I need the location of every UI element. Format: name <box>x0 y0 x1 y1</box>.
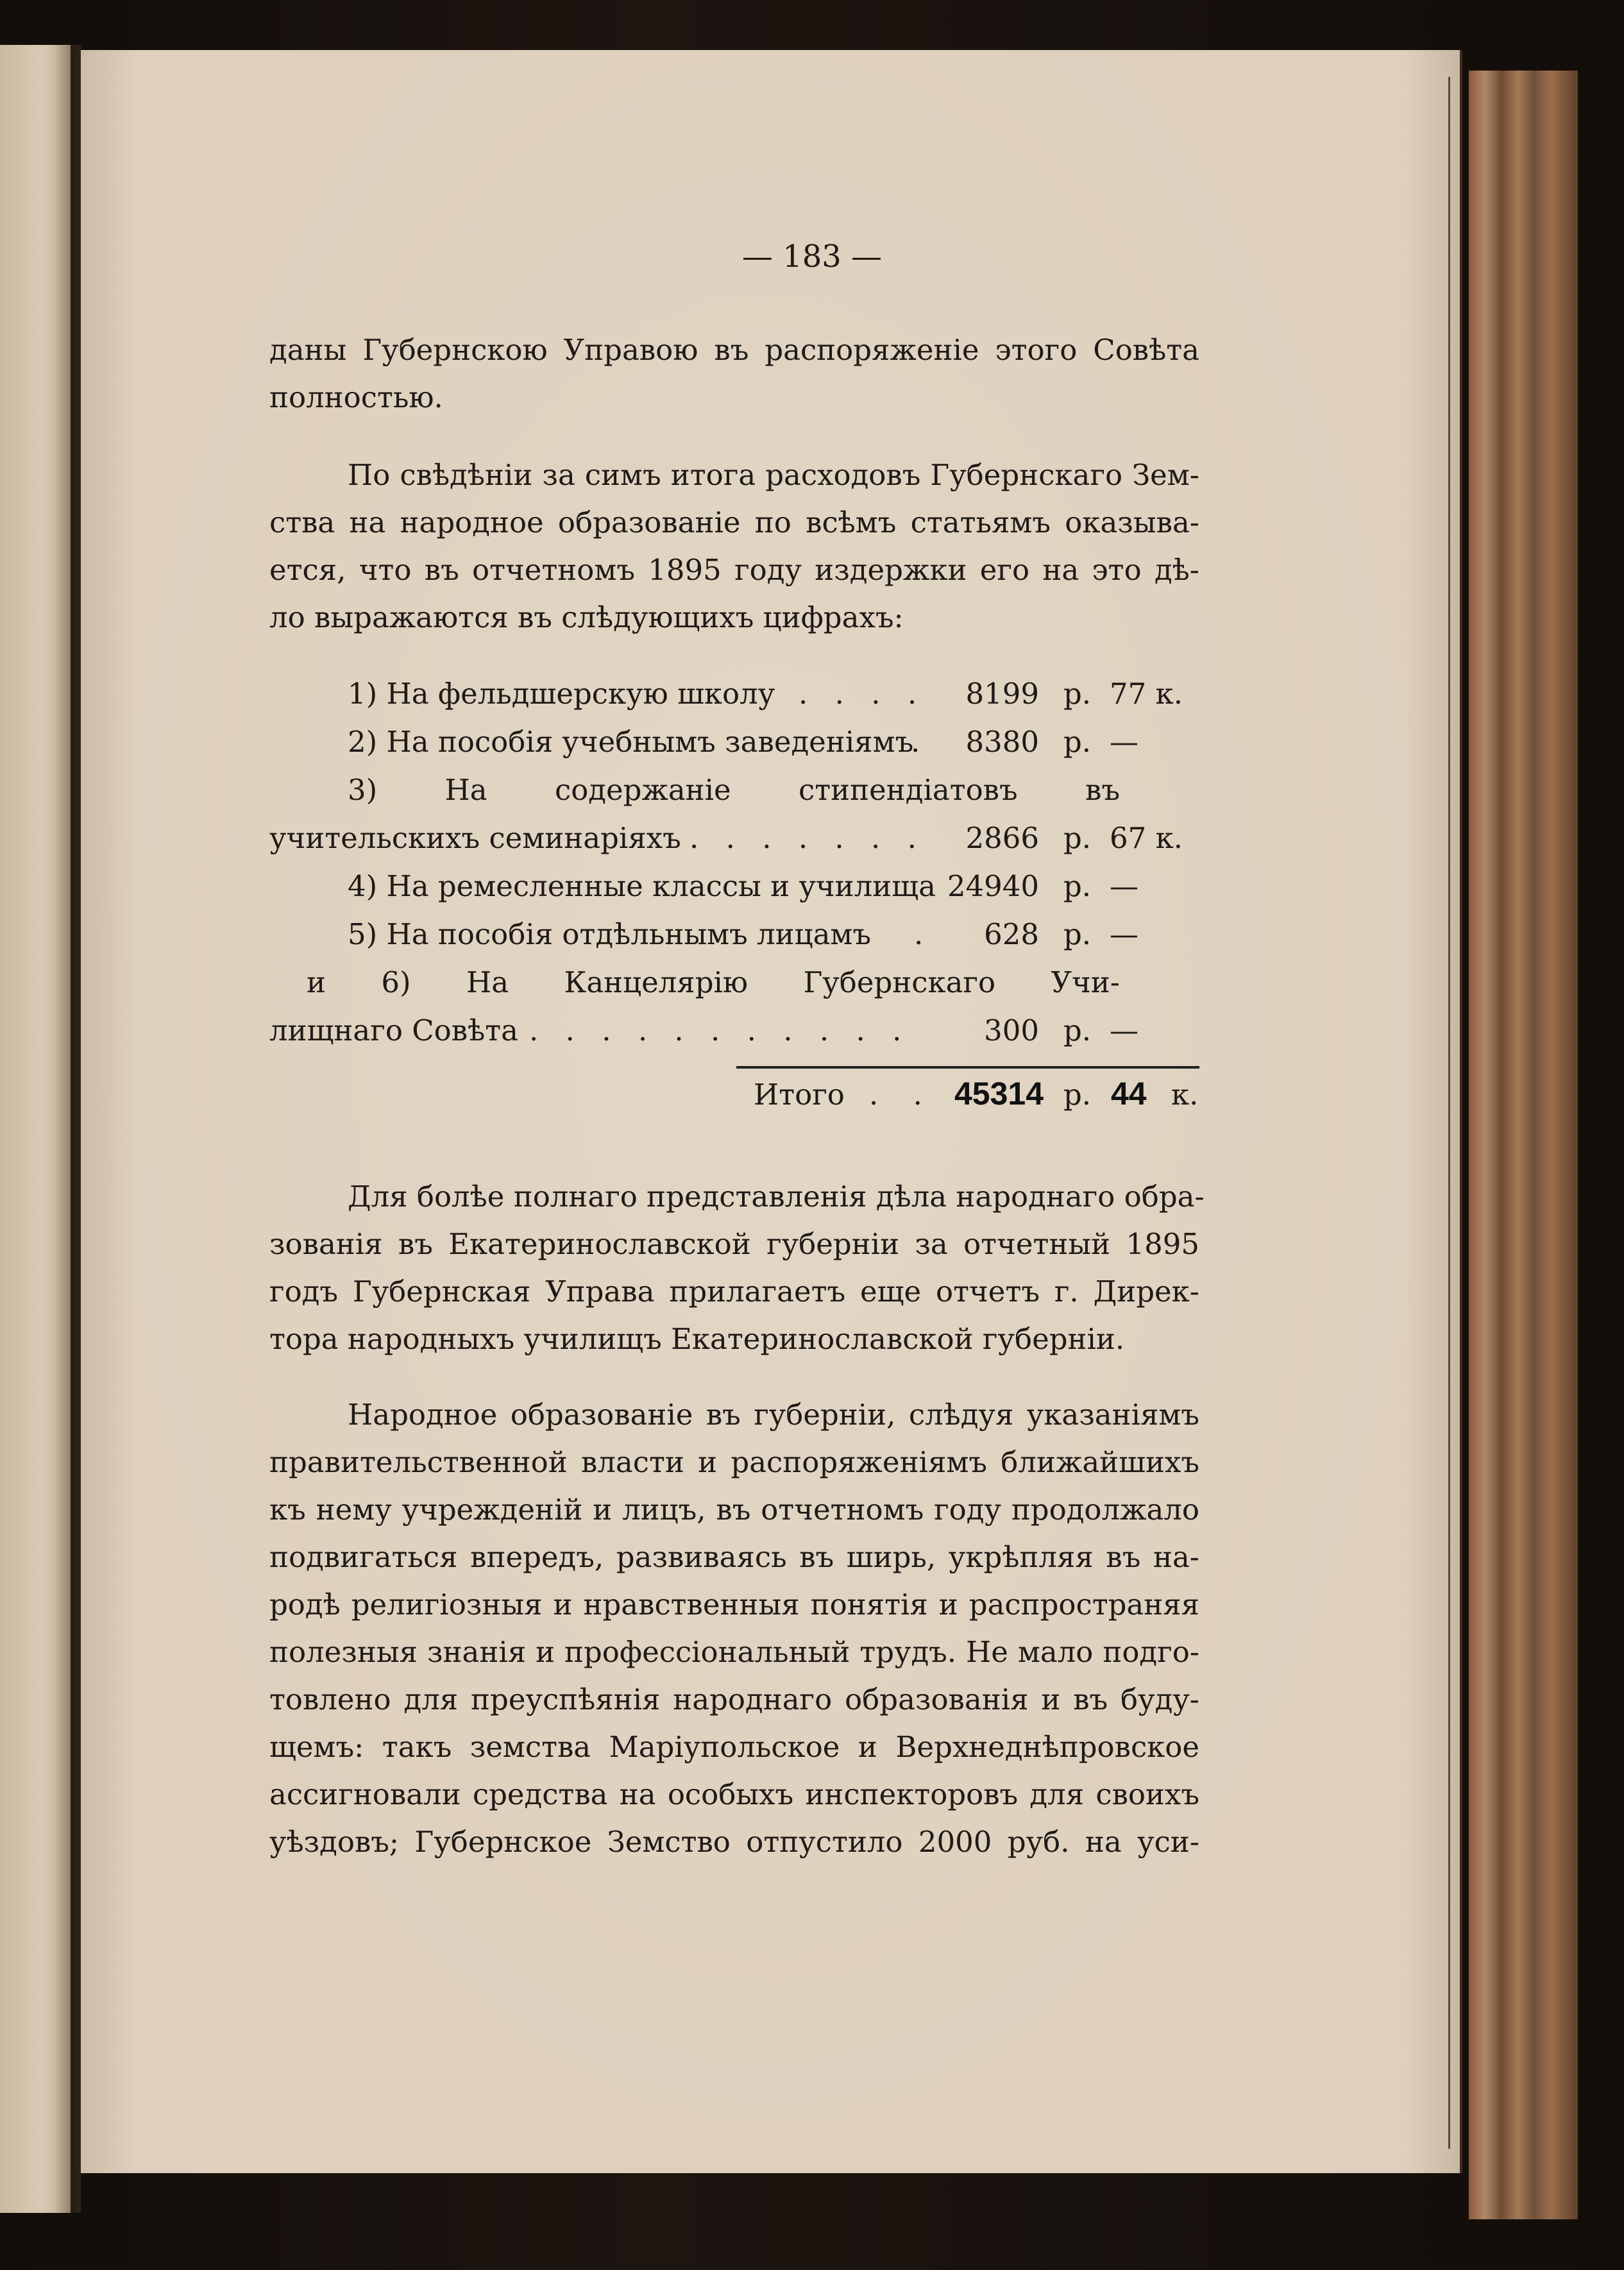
leader-dots: . . . . . . . . . . . <box>529 1013 911 1047</box>
expense-amount: 8199 <box>965 677 1039 711</box>
paragraph4-line: подвигаться впередъ, развиваясь въ ширь, укрѣпляя въ на- <box>269 1540 1199 1574</box>
page-number: — 183 — <box>741 239 883 275</box>
leader-dots: . . . . <box>799 677 926 711</box>
expense-kop: 67 к. <box>1110 821 1183 855</box>
expense-amount: 24940 <box>947 869 1039 903</box>
paragraph2-line: По свѣдѣніи за симъ итога расходовъ Губернскаго Зем- <box>348 458 1199 492</box>
expense-label: лищнаго Совѣта <box>269 1013 518 1047</box>
expense-label: 2) На пособія учебнымъ заведеніямъ <box>348 725 914 759</box>
total-rule <box>736 1066 1199 1069</box>
paragraph3-line: тора народныхъ училищъ Екатеринославской губерніи. <box>269 1322 1125 1356</box>
expense-label: и 6) На Канцелярію Губернскаго Учи- <box>307 965 1120 999</box>
page-edge-line <box>1448 77 1450 2149</box>
expense-row <box>269 1013 1199 1060</box>
total-amount: 45314 <box>954 1076 1044 1112</box>
expense-rub: р. <box>1063 821 1092 855</box>
expense-row <box>269 725 1199 771</box>
paragraph4-line: уѣздовъ; Губернское Земство отпустило 2000 руб. на уси- <box>269 1825 1199 1859</box>
paragraph2-line: ло выражаются въ слѣдующихъ цифрахъ: <box>269 600 904 634</box>
expense-amount: 2866 <box>965 821 1039 855</box>
paragraph2-line: ства на народное образованіе по всѣмъ статьямъ оказыва- <box>269 505 1199 539</box>
expense-rub: р. <box>1063 917 1092 951</box>
leader-dots: . <box>914 917 933 951</box>
expense-row <box>269 869 1199 915</box>
expense-label: 1) На фельдшерскую школу <box>348 677 775 711</box>
expense-row <box>269 917 1199 963</box>
expense-amount: 300 <box>984 1013 1039 1047</box>
paragraph4-line: родѣ религіозныя и нравственныя понятія и распространяя <box>269 1588 1199 1622</box>
expense-rub: р. <box>1063 677 1092 711</box>
expense-row <box>269 965 1199 1012</box>
expense-rub: р. <box>1063 869 1092 903</box>
paragraph4-line: Народное образованіе въ губерніи, слѣдуя указаніямъ <box>348 1398 1199 1432</box>
expense-kop: 77 к. <box>1110 677 1183 711</box>
paragraph1-line: полностью. <box>269 380 443 414</box>
leader-dots: . <box>911 725 929 759</box>
paragraph4-line: полезныя знанія и профессіональный трудъ. Не мало подго- <box>269 1635 1199 1669</box>
paragraph4-line: щемъ: такъ земства Маріупольское и Верхнеднѣпровское <box>269 1730 1199 1764</box>
expense-amount: 628 <box>984 917 1039 951</box>
expense-kop: — <box>1110 725 1138 759</box>
total-label: Итого <box>754 1078 845 1112</box>
paragraph3-line: годъ Губернская Управа прилагаетъ еще отчетъ г. Дирек- <box>269 1275 1199 1309</box>
expense-row <box>269 821 1199 867</box>
expense-kop: — <box>1110 1013 1138 1047</box>
book-page-edges <box>1469 71 1578 2219</box>
total-dots: . . <box>869 1078 935 1112</box>
expense-label: 4) На ремесленные классы и училища <box>348 869 936 903</box>
expense-label: 3) На содержаніе стипендіатовъ въ <box>348 773 1120 807</box>
paragraph1-line: даны Губернскою Управою въ распоряженіе этого Совѣта <box>269 333 1199 367</box>
paragraph4-line: правительственной власти и распоряженіямъ ближайшихъ <box>269 1445 1199 1479</box>
expense-label: учительскихъ семинаріяхъ <box>269 821 681 855</box>
leader-dots: . . . . . . . <box>689 821 926 855</box>
gutter-shadow <box>55 45 81 2213</box>
total-kop: к. <box>1171 1078 1199 1112</box>
expense-row <box>269 773 1199 819</box>
expense-rub: р. <box>1063 1013 1092 1047</box>
expense-row <box>269 677 1199 723</box>
expense-rub: р. <box>1063 725 1092 759</box>
paragraph4-line: ассигновали средства на особыхъ инспекторовъ для своихъ <box>269 1777 1199 1811</box>
expense-amount: 8380 <box>965 725 1039 759</box>
expense-kop: — <box>1110 869 1138 903</box>
expense-label: 5) На пособія отдѣльнымъ лицамъ <box>348 917 872 951</box>
paragraph3-line: зованія въ Екатеринославской губерніи за отчетный 1895 <box>269 1227 1199 1261</box>
paragraph4-line: къ нему учрежденій и лицъ, въ отчетномъ году продолжало <box>269 1493 1199 1527</box>
paragraph2-line: ется, что въ отчетномъ 1895 году издержки его на это дѣ- <box>269 553 1199 587</box>
total-kop-value: 44 <box>1111 1076 1147 1112</box>
paragraph3-line: Для болѣе полнаго представленія дѣла народнаго обра- <box>348 1180 1205 1214</box>
expense-kop: — <box>1110 917 1138 951</box>
total-rub: р. <box>1063 1078 1092 1112</box>
paragraph4-line: товлено для преуспѣянія народнаго образованія и въ буду- <box>269 1682 1199 1716</box>
